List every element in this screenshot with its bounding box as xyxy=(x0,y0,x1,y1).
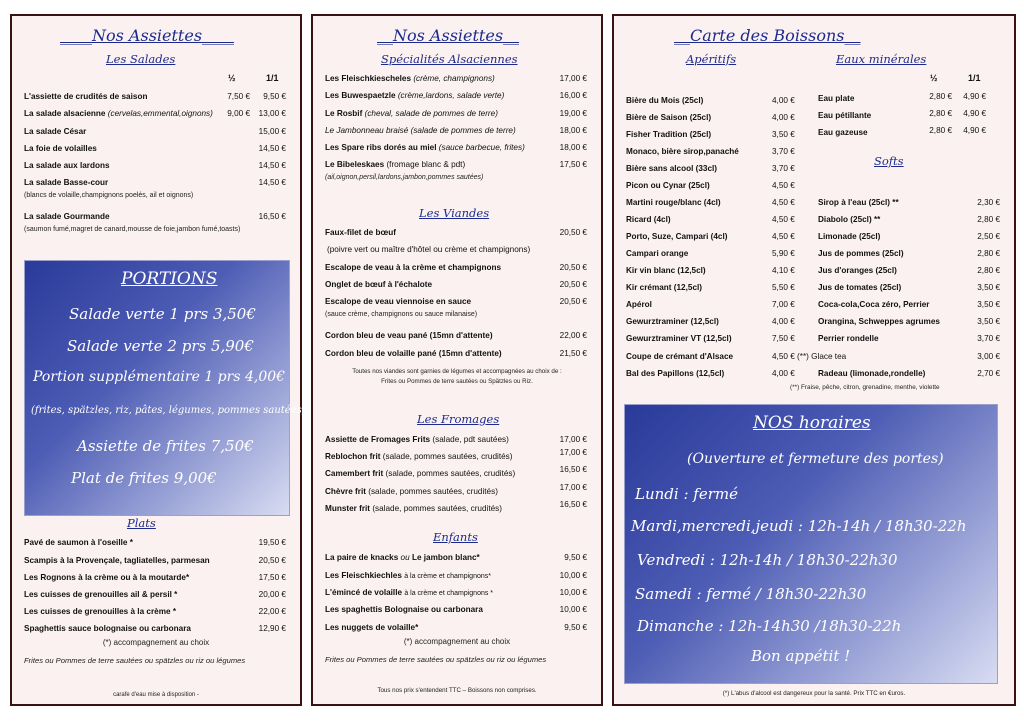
section-title-softs: Softs xyxy=(874,154,904,168)
panel-footer: Tous nos prix s'entendent TTC – Boissons non comprises. xyxy=(377,687,537,694)
drink-item: Campari orange xyxy=(626,249,689,258)
portion-note: (frites, spätzles, riz, pâtes, légumes, pommes sautées) xyxy=(31,405,306,416)
price: 19,00 € xyxy=(559,109,587,118)
drink-item: Picon ou Cynar (25cl) xyxy=(626,181,710,190)
section-title-salades: Les Salades xyxy=(106,52,176,66)
menu-item: Onglet de bœuf à l'échalote xyxy=(325,280,433,289)
horaire-line: Samedi : fermé / 18h30-22h30 xyxy=(635,585,867,603)
menu-item: Le Rosbif (cheval, salade de pommes de terre) xyxy=(325,109,498,118)
drink-item: Ricard (4cl) xyxy=(626,215,671,224)
price: 12,90 € xyxy=(258,624,286,633)
drink-item: Gewurztraminer (12,5cl) xyxy=(626,317,719,326)
section-title-fromages: Les Fromages xyxy=(417,412,500,426)
price: 17,00 € xyxy=(559,74,587,83)
section-title-enfants: Enfants xyxy=(433,530,478,544)
price: 2,80 € xyxy=(977,266,1000,275)
menu-item: Les spaghettis Bolognaise ou carbonara xyxy=(325,605,483,614)
menu-item: Faux-filet de bœuf xyxy=(325,228,396,237)
price: 2,70 € xyxy=(977,369,1000,378)
drink-item: Jus de tomates (25cl) xyxy=(818,283,902,292)
price: 16,50 € xyxy=(559,500,587,509)
price: 3,70 € xyxy=(772,147,795,156)
menu-item: Cordon bleu de veau pané (15mn d'attente) xyxy=(325,331,493,340)
price: 9,50 € xyxy=(564,553,587,562)
menu-item: Escalope de veau à la crème et champignons xyxy=(325,263,502,272)
accomp-note: (*) accompagnement au choix xyxy=(403,637,511,646)
horaire-line: Lundi : fermé xyxy=(635,485,738,503)
drink-item: Porto, Suze, Campari (4cl) xyxy=(626,232,728,241)
price: 20,50 € xyxy=(559,263,587,272)
viandes-note: Toutes nos viandes sont garnies de légumes et accompagnées au choix de : xyxy=(352,368,562,375)
item-note: (sauce crème, champignons ou sauce milanaise) xyxy=(325,311,478,318)
price: 4,50 € xyxy=(772,215,795,224)
price-full: 4,90 € xyxy=(963,126,986,135)
price: 10,00 € xyxy=(559,588,587,597)
price: 4,00 € xyxy=(772,113,795,122)
drink-item: Eau pétillante xyxy=(818,111,872,120)
menu-item: Pavé de saumon à l'oseille * xyxy=(24,538,133,547)
menu-item: La salade César xyxy=(24,127,87,136)
price-half: 2,80 € xyxy=(929,92,952,101)
price-full: 15,00 € xyxy=(258,127,286,136)
price: 4,50 € xyxy=(772,181,795,190)
menu-panel-specialites xyxy=(311,14,603,706)
price: 2,80 € xyxy=(977,215,1000,224)
price: 2,80 € xyxy=(977,249,1000,258)
price: 3,50 € xyxy=(977,283,1000,292)
price: 16,00 € xyxy=(559,91,587,100)
drink-item: Orangina, Schweppes agrumes xyxy=(818,317,940,326)
drink-item: Eau plate xyxy=(818,94,855,103)
price: 4,00 € xyxy=(772,369,795,378)
drink-item: Kir vin blanc (12,5cl) xyxy=(626,266,706,275)
price-full: 14,50 € xyxy=(258,144,286,153)
price: 10,00 € xyxy=(559,571,587,580)
panel-title: __Carte des Boissons__ xyxy=(674,26,861,45)
price: 2,30 € xyxy=(977,198,1000,207)
menu-item: Cordon bleu de volaille pané (15mn d'attente) xyxy=(325,349,502,358)
softs-note: (**) Fraise, pêche, citron, grenadine, menthe, violette xyxy=(790,384,940,391)
drink-item: Eau gazeuse xyxy=(818,128,868,137)
drink-item: Kir crémant (12,5cl) xyxy=(626,283,702,292)
price-full: 13,00 € xyxy=(258,109,286,118)
price-full: 4,90 € xyxy=(963,109,986,118)
price: 17,00 € xyxy=(559,448,587,457)
menu-item: La paire de knacks ou Le jambon blanc* xyxy=(325,553,480,562)
price-half: 7,50 € xyxy=(227,92,250,101)
price-full: 4,90 € xyxy=(963,92,986,101)
drink-item: Gewurztraminer VT (12,5cl) xyxy=(626,334,732,343)
panel-title: __Nos Assiettes__ xyxy=(377,26,520,45)
drink-item: Bière de Saison (25cl) xyxy=(626,113,712,122)
price: 5,90 € xyxy=(772,249,795,258)
menu-item: Les Fleischkiechles à la crème et champignons* xyxy=(325,571,491,580)
price: 7,50 € xyxy=(772,334,795,343)
menu-item: L'assiette de crudités de saison xyxy=(24,92,148,101)
price: 18,00 € xyxy=(559,143,587,152)
price: 3,00 € xyxy=(977,352,1000,361)
horaire-line: Mardi,mercredi,jeudi : 12h-14h / 18h30-22h xyxy=(631,517,967,535)
drink-item: Jus d'oranges (25cl) xyxy=(818,266,897,275)
price: 4,50 € (**) Glace tea xyxy=(772,352,847,361)
price: 4,50 € xyxy=(772,198,795,207)
menu-item: Escalope de veau viennoise en sauce xyxy=(325,297,472,306)
menu-item: Les Buwespaetzle (crème,lardons, salade verte) xyxy=(325,91,505,100)
section-title-aperitifs: Apéritifs xyxy=(686,52,737,66)
col-full-header: 1/1 xyxy=(266,73,279,83)
drink-item: Fisher Tradition (25cl) xyxy=(626,130,712,139)
price: 17,00 € xyxy=(559,483,587,492)
price: 20,50 € xyxy=(559,297,587,306)
menu-item: La salade Gourmande xyxy=(24,212,110,221)
horaires-box xyxy=(624,404,998,684)
menu-item: Les Rognons à la crème ou à la moutarde* xyxy=(24,573,190,582)
drink-item: Sirop à l'eau (25cl) ** xyxy=(818,198,899,207)
portion-line: Salade verte 2 prs 5,90€ xyxy=(67,337,254,355)
price: 3,50 € xyxy=(977,317,1000,326)
menu-item: Chèvre frit (salade, pommes sautées, crudités) xyxy=(325,487,498,496)
menu-item: Munster frit (salade, pommes sautées, crudités) xyxy=(325,504,503,513)
portions-title: PORTIONS xyxy=(121,269,218,289)
section-title-plats: Plats xyxy=(127,516,156,530)
menu-item: Spaghettis sauce bolognaise ou carbonara xyxy=(24,624,191,633)
price: 4,10 € xyxy=(772,266,795,275)
menu-item: Reblochon frit (salade, pommes sautées, crudités) xyxy=(325,452,513,461)
menu-item: Les Spare ribs dorés au miel (sauce barbecue, frites) xyxy=(325,143,525,152)
portion-line: Plat de frites 9,00€ xyxy=(71,469,217,487)
price: 4,50 € xyxy=(772,232,795,241)
col-full-header: 1/1 xyxy=(968,73,981,83)
price-full: 14,50 € xyxy=(258,161,286,170)
price: 20,50 € xyxy=(559,228,587,237)
drink-item: Bière du Mois (25cl) xyxy=(626,96,704,105)
portions-box xyxy=(24,260,306,516)
menu-item: Les Fleischkiescheles (crème, champignons) xyxy=(325,74,495,83)
section-title-specialites: Spécialités Alsaciennes xyxy=(381,52,518,66)
drink-item: Radeau (limonade,rondelle) xyxy=(818,369,926,378)
menu-item: Scampis à la Provençale, tagliatelles, parmesan xyxy=(24,556,210,565)
item-note: (poivre vert ou maître d'hôtel ou crème et champignons) xyxy=(327,245,531,254)
price: 22,00 € xyxy=(258,607,286,616)
drink-item: Coupe de crémant d'Alsace xyxy=(626,352,734,361)
price-full: 9,50 € xyxy=(263,92,286,101)
drink-item: Monaco, bière sirop,panaché xyxy=(626,147,739,156)
portion-line: Portion supplémentaire 1 prs 4,00€ xyxy=(33,369,286,385)
horaire-line: Vendredi : 12h-14h / 18h30-22h30 xyxy=(637,551,898,569)
portion-line: Assiette de frites 7,50€ xyxy=(77,437,254,455)
price: 17,00 € xyxy=(559,435,587,444)
price-full: 14,50 € xyxy=(258,178,286,187)
menu-item: La salade aux lardons xyxy=(24,161,110,170)
drink-item: Bière sans alcool (33cl) xyxy=(626,164,718,173)
price: 3,70 € xyxy=(772,164,795,173)
menu-item: Le Jambonneau braisé (salade de pommes de terre) xyxy=(325,126,516,135)
menu-panel-boissons xyxy=(612,14,1016,706)
accomp-detail: Frites ou Pommes de terre sautées ou spätzles ou riz ou légumes xyxy=(24,656,246,665)
drink-item: Apérol xyxy=(626,300,652,309)
accomp-note: (*) accompagnement au choix xyxy=(102,638,210,647)
price: 3,70 € xyxy=(977,334,1000,343)
price: 3,50 € xyxy=(977,300,1000,309)
item-note: (blancs de volaille,champignons poelés, ail et oignons) xyxy=(24,192,194,199)
price-full: 16,50 € xyxy=(258,212,286,221)
horaires-subtitle: (Ouverture et fermeture des portes) xyxy=(687,451,944,467)
price: 19,50 € xyxy=(258,538,286,547)
drink-item: Jus de pommes (25cl) xyxy=(818,249,904,258)
panel-footer: carafe d'eau mise à disposition - xyxy=(113,692,199,698)
price-half: 2,80 € xyxy=(929,126,952,135)
section-title-eaux: Eaux minérales xyxy=(836,52,927,66)
item-note: (saumon fumé,magret de canard,mousse de foie,jambon fumé,toasts) xyxy=(24,226,241,233)
menu-item: La salade alsacienne (cervelas,emmental,oignons) xyxy=(24,109,213,118)
menu-item: La foie de volailles xyxy=(24,144,97,153)
price: 2,50 € xyxy=(977,232,1000,241)
item-note: (ail,oignon,persil,lardons,jambon,pommes sautées) xyxy=(325,174,484,181)
horaire-line: Dimanche : 12h-14h30 /18h30-22h xyxy=(637,617,902,635)
price-half: 2,80 € xyxy=(929,109,952,118)
menu-item: La salade Basse-cour xyxy=(24,178,109,187)
col-half-header: ½ xyxy=(930,73,938,83)
drink-item: Diabolo (25cl) ** xyxy=(818,215,881,224)
panel-footer: (*) L'abus d'alcool est dangereux pour la santé. Prix TTC en €uros. xyxy=(722,690,906,697)
viandes-note: Frites ou Pommes de terre sautées ou Spätzles ou Riz. xyxy=(381,378,533,385)
menu-item: Les cuisses de grenouilles à la crème * xyxy=(24,607,177,616)
price: 3,50 € xyxy=(772,130,795,139)
menu-item: Les nuggets de volaille* xyxy=(325,623,419,632)
menu-item: Le Bibeleskaes (fromage blanc & pdt) xyxy=(325,160,466,169)
portion-line: Salade verte 1 prs 3,50€ xyxy=(69,305,256,323)
menu-item: Camembert frit (salade, pommes sautées, crudités) xyxy=(325,469,516,478)
menu-item: L'émincé de volaille à la crème et champignons * xyxy=(325,588,494,597)
drink-item: Perrier rondelle xyxy=(818,334,879,343)
price: 20,00 € xyxy=(258,590,286,599)
price-half: 9,00 € xyxy=(227,109,250,118)
section-title-viandes: Les Viandes xyxy=(419,206,490,220)
price: 7,00 € xyxy=(772,300,795,309)
col-half-header: ½ xyxy=(228,73,236,83)
drink-item: Coca-cola,Coca zéro, Perrier xyxy=(818,300,930,309)
menu-item: Les cuisses de grenouilles ail & persil * xyxy=(24,590,178,599)
price: 17,50 € xyxy=(559,160,587,169)
price: 17,50 € xyxy=(258,573,286,582)
horaires-title: NOS horaires xyxy=(753,413,871,433)
menu-panel-assiettes xyxy=(10,14,306,706)
accomp-detail: Frites ou Pommes de terre sautées ou spätzles ou riz ou légumes xyxy=(325,655,547,664)
price: 9,50 € xyxy=(564,623,587,632)
price: 20,50 € xyxy=(258,556,286,565)
bon-appetit: Bon appétit ! xyxy=(751,647,851,665)
price: 5,50 € xyxy=(772,283,795,292)
price: 22,00 € xyxy=(559,331,587,340)
drink-item: Bal des Papillons (12,5cl) xyxy=(626,369,725,378)
price: 21,50 € xyxy=(559,349,587,358)
drink-item: Limonade (25cl) xyxy=(818,232,881,241)
price: 4,00 € xyxy=(772,96,795,105)
menu-item: Assiette de Fromages Frits (salade, pdt sautées) xyxy=(325,435,509,444)
price: 20,50 € xyxy=(559,280,587,289)
price: 16,50 € xyxy=(559,465,587,474)
price: 4,00 € xyxy=(772,317,795,326)
drink-item: Martini rouge/blanc (4cl) xyxy=(626,198,721,207)
price: 18,00 € xyxy=(559,126,587,135)
price: 10,00 € xyxy=(559,605,587,614)
panel-title: ____Nos Assiettes____ xyxy=(60,26,235,45)
